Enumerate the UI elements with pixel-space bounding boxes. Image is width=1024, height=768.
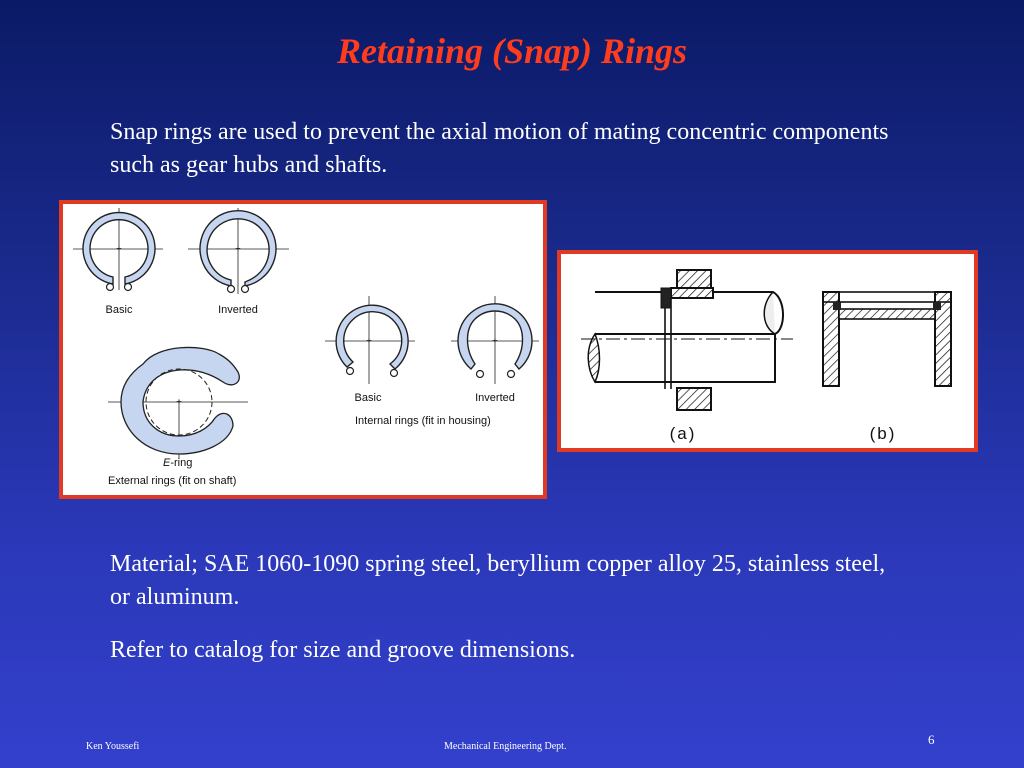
ring-application-figure <box>557 250 978 452</box>
external-basic-ring <box>73 208 163 291</box>
refer-text: Refer to catalog for size and groove dimensions. <box>110 637 576 663</box>
svg-text:+: + <box>492 336 498 347</box>
material-text: Material; SAE 1060-1090 spring steel, beryllium copper alloy 25, stainless steel, or aluminum. <box>110 551 886 610</box>
internal-inverted-ring <box>451 296 539 384</box>
page-number: 6 <box>928 732 935 747</box>
label-b: (b) <box>869 424 897 443</box>
svg-text:+: + <box>176 397 182 408</box>
e-ring-prefix: E <box>163 457 171 469</box>
shaft-assembly <box>581 270 793 410</box>
ring-types-figure <box>59 200 547 499</box>
svg-text:+: + <box>235 244 241 255</box>
ring-application-drawing <box>561 254 974 448</box>
label-a: (a) <box>669 424 697 443</box>
e-ring <box>108 347 248 459</box>
external-basic-label: Basic <box>105 304 133 316</box>
svg-text:+: + <box>116 244 122 255</box>
internal-basic-ring <box>325 296 415 384</box>
housing-assembly <box>823 292 951 386</box>
e-ring-label <box>163 457 192 469</box>
slide-title: Retaining (Snap) Rings <box>336 31 688 71</box>
ring-types-drawing <box>63 204 543 495</box>
internal-basic-label: Basic <box>354 392 382 404</box>
external-rings-caption: External rings (fit on shaft) <box>108 475 237 487</box>
footer-author: Ken Youssefi <box>86 741 140 752</box>
footer-department: Mechanical Engineering Dept. <box>444 741 567 752</box>
external-inverted-label: Inverted <box>218 304 258 316</box>
e-ring-suffix: -ring <box>170 457 193 469</box>
internal-rings-caption: Internal rings (fit in housing) <box>355 415 491 427</box>
internal-inverted-label: Inverted <box>475 392 515 404</box>
external-inverted-ring <box>188 208 289 294</box>
svg-text:+: + <box>366 336 372 347</box>
intro-text: Snap rings are used to prevent the axial motion of mating concentric components such as gear hubs and shafts. <box>110 119 889 178</box>
